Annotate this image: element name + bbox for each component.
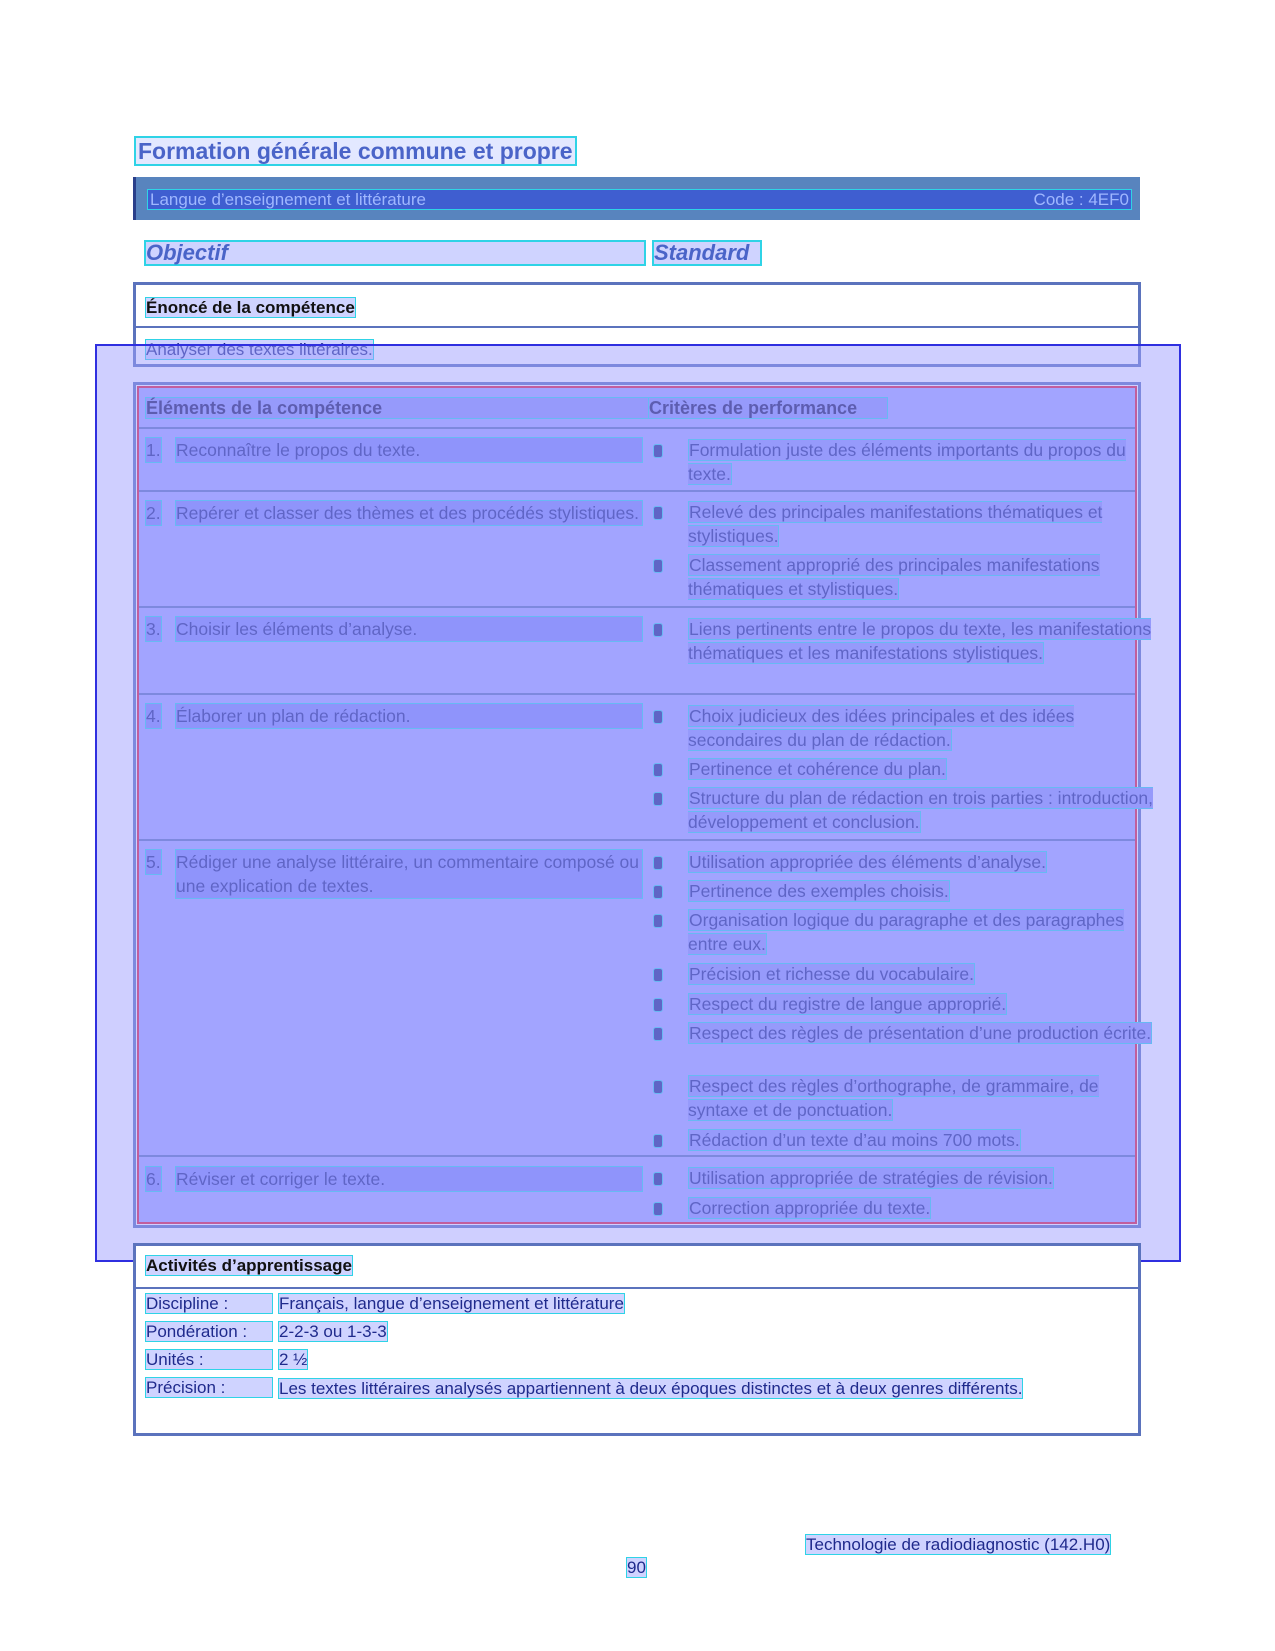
subject-name: Langue d’enseignement et littérature: [150, 189, 426, 209]
subject-header-bar: [133, 177, 1140, 220]
precision-value: Les textes littéraires analysés appartiennent à deux époques distinctes et à deux genres différents.: [279, 1379, 1023, 1398]
program-footer: Technologie de radiodiagnostic (142.H0): [806, 1535, 1111, 1554]
discipline-label: Discipline :: [145, 1293, 273, 1314]
activites-divider: [133, 1287, 1141, 1289]
objectif-heading: Objectif: [144, 240, 646, 266]
standard-heading: Standard: [652, 240, 762, 266]
selection-overlay: [95, 344, 1181, 1262]
page-number: 90: [627, 1558, 646, 1577]
unites-label: Unités :: [145, 1349, 273, 1370]
precision-label: Précision :: [145, 1377, 273, 1398]
activites-heading: Activités d’apprentissage: [146, 1256, 352, 1275]
unites-value: 2 ½: [279, 1350, 308, 1369]
discipline-value: Français, langue d’enseignement et littérature: [279, 1294, 624, 1313]
ponderation-label: Pondération :: [145, 1321, 273, 1342]
enonce-heading: Énoncé de la compétence: [146, 298, 355, 317]
page-title: Formation générale commune et propre: [134, 136, 577, 166]
ponderation-value: 2-2-3 ou 1-3-3: [279, 1322, 387, 1341]
course-code: Code : 4EF0: [1033, 189, 1129, 209]
enonce-divider: [133, 326, 1141, 328]
